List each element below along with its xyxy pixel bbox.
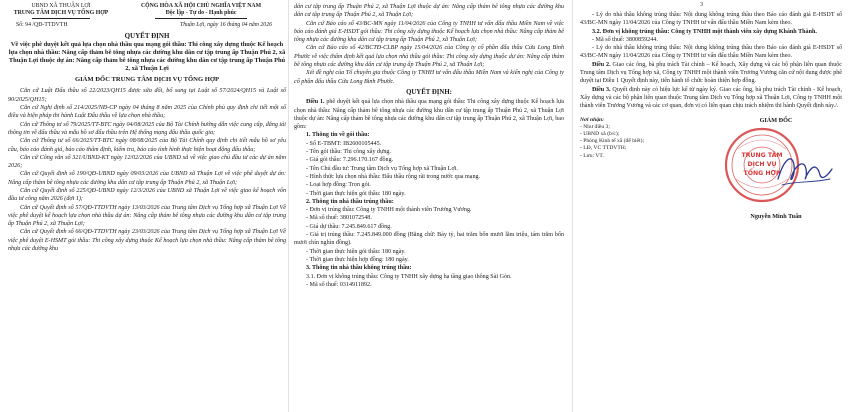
article-1-text: phê duyệt kết quả lựa chọn nhà thầu qua mạng gói thầu: Thi công xây dựng thuộc Kế hoạch lựa chọn nhà thầu: Nâng cấp thảm bê tông nhựa các đường khu dân cư tập trung ấp Thuận Phú 2, xã Thuận Lợi thuộc dự án: Nâng cấp thảm bê tông nhựa các đường khu dân cư tập trung ấp Thuận Phú 2, xã Thuận Lợi, bao gồm: [294,99,564,131]
legal-basis: Căn cứ Thông tư số 66/2025/TT-BTC ngày 08/08/2025 của Bộ Tài Chính quy định chi tiết mẫu hồ sơ yêu cầu, báo cáo đánh giá, báo cáo thẩm định, kiểm tra, báo cáo tình hình thực hiện hoạt động đấu thầu; [8,138,286,153]
list-item: - Đơn vị trúng thầu: Công ty TNHH một thành viên Trương Vương. [306,207,472,214]
list-item: - Tên gói thầu: Thi công xây dựng. [306,149,391,156]
seal-text-low: TỔNG HỢP [743,169,781,177]
list-item: - Mã số thuế: 3801072548. [306,215,372,222]
org-name: TRUNG TÂM DỊCH VỤ TỔNG HỢP [13,10,109,17]
list-item: - Thời gian thực hiện gói thầu: 180 ngày. [306,190,406,197]
list-item: 3.2. Đơn vị không trúng thầu: Công ty TNHH một thành viên xây dựng Khánh Thành. [592,28,817,35]
document-header [8,3,286,20]
recipient-item: - Như điều 3; [580,123,610,130]
list-item: - Tên Chủ đầu tư: Trung tâm Dịch vụ Tổng hợp xã Thuận Lợi. [306,165,458,172]
list-item: 3.1. Đơn vị không trúng thầu: Công ty TNHH xây dựng hạ tầng giao thông Sài Gòn. [306,273,512,280]
decides-heading: QUYẾT ĐỊNH: [406,88,452,96]
list-item: - Giá dự thầu: 7.245.849.617 đồng. [306,223,392,230]
article-3-label: Điều 3. [592,86,611,93]
national-header [116,3,286,20]
document-subject: Về việc phê duyệt kết quả lựa chọn nhà thầu qua mạng gói thầu: Thi công xây dựng thuộc Kế hoạch lựa chọn nhà thầu: Nâng cấp thảm bê tông nhựa các đường khu dân cư tập trung ấp Thuận Phú 2, xã Thuận Lợi thuộc dự án: Nâng cấp thảm bê tông nhựa các đường khu dân cư tập trung ấp Thuận Phú 2, xã Thuận Lợi [8,40,286,72]
legal-basis: Căn cứ Thông tư số 79/2025/TT-BTC ngày 04/08/2025 của Bộ Tài Chính hướng dẫn việc cung cấp, đăng tải thông tin về đấu thầu và mẫu hồ sơ đấu thầu trên Hệ thống mạng đấu thầu quốc gia; [8,121,286,136]
list-item: - Thời gian thực hiện hợp đồng: 180 ngày. [306,256,409,263]
list-item: - Hình thức lựa chọn nhà thầu: Đấu thầu rộng rãi trong nước qua mạng. [306,173,481,180]
list-item: - Mã số thuế: 0314911892. [306,281,372,288]
section-1-title: 1. Thông tin về gói thầu: [306,132,370,139]
issuing-authority [8,3,114,20]
place-date: Thuận Lợi, ngày 16 tháng 04 năm 2026 [180,21,272,28]
article-2-label: Điều 2. [592,61,611,68]
document-page-1 [0,0,292,412]
page-number-spacer [580,3,842,11]
article-1-label: Điều 1. [306,99,325,106]
list-item: - Thời gian thực hiện gói thầu: 180 ngày. [306,248,406,255]
article-3 [580,86,842,111]
legal-basis: Căn cứ Báo cáo số 42/BCTĐ-CLBP ngày 15/04/2026 của Công ty cổ phần đấu thầu Cửu Long Bình Phước về việc thẩm định kết quả lựa chọn nhà thầu gói thầu: Thi công xây dựng thuộc dự án: Nâng cấp thảm bê tông nhựa các đường khu dân cư tập trung ấp Thuận Phú 2, xã Thuận Lợi; [294,45,564,69]
recipients-title: Nơi nhận: [580,116,604,123]
list-item: - Mã số thuế: 3800859244. [592,36,658,43]
page-number: 3 [700,2,703,8]
reference-line [8,21,286,29]
list-item: - Giá trị trúng thầu: 7.245.849.000 đồng (Bằng chữ: Bảy tỷ, hai trăm bốn mươi lăm triệu, tám trăm bốn mươi chín nghìn đồng). [294,232,564,247]
article-3-text: Quyết định này có hiệu lực kể từ ngày ký. Giao các ông, bà phụ trách Tài chính - Kế hoạch, Xây dựng và các bộ phận liên quan thuộc Trung tâm Dịch vụ Tổng hợp xã Thuận Lợi, Công ty TNHH một thành viên Trương Vương và các cơ quan, đơn vị có liên quan chịu trách nhiệm thi hành Quyết định này./. [580,86,842,110]
legal-basis: Căn cứ Luật Đấu thầu số 22/2023/QH15 được sửa đổi, bổ sung tại Luật số 57/2024/QH15 và Luật số 90/2025/QH15; [8,88,286,103]
legal-basis: Căn cứ Quyết định số 57/QĐ-TTDVTH ngày 13/03/2026 của Trung tâm Dịch vụ Tổng hợp xã Thuận Lợi Về việc phê duyệt kế hoạch lựa chọn nhà thầu dự án: Nâng cấp thảm bê tông nhựa các đường khu dân cư tập trung ấp Thuận Phú 2, xã Thuận Lợi; [8,204,286,228]
seal-text-mid: DỊCH VỤ [747,160,777,168]
article-2 [580,61,842,86]
section-2-title: 2. Thông tin nhà thầu trúng thầu: [306,198,394,205]
article-2-text: Giao các ông, bà phụ trách Tài chính – Kế hoạch, Xây dựng và các bộ phận liên quan thuộc Trung tâm Dịch vụ Tổng hợp xã, Công ty TNHH một thành viên Trương Vương căn cứ nội dung được phê duyệt tại Điều 1 Quyết định này, tiến hành tổ chức hoàn thiện hợp đồng. [580,61,842,85]
recipients-block [580,117,696,221]
recipient-item: - Lưu: VT. [580,152,604,159]
list-item: - Lý do nhà thầu không trúng thầu: Nội dung không trúng thầu theo Báo cáo đánh giá E-HSDT số 43/BC-MN ngày 11/04/2026 của Công ty TNHH tư vấn đấu thầu Miền Nam kèm theo. [580,12,842,27]
org-underline [32,18,90,19]
legal-basis: Xét đề nghị của Tổ chuyên gia thuộc Công ty TNHH tư vấn đấu thầu Miền Nam và kiến nghị của Công ty cổ phần đấu thầu Cửu Long Bình Phước. [294,70,564,85]
section-3-title: 3. Thông tin nhà thầu không trúng thầu: [306,265,412,272]
document-page-2 [286,0,570,412]
legal-basis: Căn cứ Quyết định số 190/QĐ-UBND ngày 09/03/2026 của UBND xã Thuận Lợi về việc phê duyệt dự án: Nâng cấp thảm bê tông nhựa các đường khu dân cư tập trung ấp Thuận Phú 2, xã Thuận Lợi; [8,171,286,186]
recipient-item: - Phòng Kinh tế xã (để biết); [580,138,645,145]
list-item: - Loại hợp đồng: Trọn gói. [306,182,371,189]
legal-basis: Căn cứ Công văn số 321/UBND-KT ngày 12/02/2026 của UBND xã về việc giao chủ đầu tư các dự án năm 2026; [8,154,286,170]
document-title: QUYẾT ĐỊNH [124,31,170,40]
document-number: Số: 94 /QĐ-TTDVTH [16,21,68,28]
legal-basis: Căn cứ Quyết định số 66/QĐ-TTDVTH ngày 23/03/2026 của Trung tâm Dịch vụ Tổng hợp xã Thuận Lợi Về việc phê duyệt E-HSMT gói thầu: Thi công xây dựng thuộc Kế hoạch lựa chọn nhà thầu: Nâng cấp thảm bê tông nhựa các đường khu [8,229,286,253]
seal-text-top: TRUNG TÂM [741,151,783,159]
legal-basis: Căn cứ Nghị định số 214/2025/NĐ-CP ngày 04 tháng 8 năm 2025 của Chính phủ quy định chi tiết một số điều và biện pháp thi hành Luật Đấu thầu về lựa chọn nhà thầu; [8,105,286,120]
seal-and-signature [710,125,842,211]
recipient-item: - UBND xã (b/c); [580,130,620,137]
legal-basis: Căn cứ Báo cáo số 43/BC-MN ngày 11/04/2026 của Công ty TNHH tư vấn đấu thầu Miền Nam về việc báo cáo đánh giá E-HSDT gói thầu: Thi công xây dựng thuộc Kế hoạch lựa chọn nhà thầu: Nâng cấp thảm bê tông nhựa các đường khu dân cư tập trung ấp Thuận Phú 2, xã Thuận Lợi; [294,20,564,44]
signer-name: Nguyễn Minh Tuấn [750,212,802,220]
motto-underline [155,18,247,19]
list-item: - Số E-TBMT: IB2600105445. [306,140,382,147]
director-heading: GIÁM ĐỐC TRUNG TÂM DỊCH VỤ TỔNG HỢP [74,76,220,84]
handwritten-signature-icon [774,145,836,195]
document-page-3 [570,0,848,412]
legal-basis: Căn cứ Quyết định số 225/QĐ-UBND ngày 12/3/2026 của UBND xã Thuận Lợi về việc giao kế hoạch vốn đầu tư công năm 2026 (đợt 1); [8,188,286,203]
signer-block [710,117,842,221]
country-name: CỘNG HÒA XÃ HỘI CHỦ NGHĨA VIỆT NAM [140,3,262,9]
list-item: - Lý do nhà thầu không trúng thầu: Nội dung không trúng thầu theo Báo cáo đánh giá E-HSDT số 43/BC-MN ngày 11/04/2026 của Công ty TNHH tư vấn đấu thầu Miền Nam kèm theo. [580,45,842,60]
signer-title: GIÁM ĐỐC [759,116,793,124]
recipient-item: - LĐ, VC TTDVTH; [580,145,627,152]
article-1 [294,98,564,131]
list-item: - Giá gói thầu: 7.296.170.167 đồng. [306,157,394,164]
org-parent: UBND XÃ THUẬN LỢI [31,3,91,9]
signature-area [580,117,842,221]
legal-basis-continuation: dân cư tập trung ấp Thuận Phú 2, xã Thuận Lợi thuộc dự án: Nâng cấp thảm bê tông nhựa các đường khu dân cư tập trung ấp Thuận Phú 2, xã Thuận Lợi; [294,4,564,19]
national-motto: Độc lập - Tự do - Hạnh phúc [165,10,237,17]
